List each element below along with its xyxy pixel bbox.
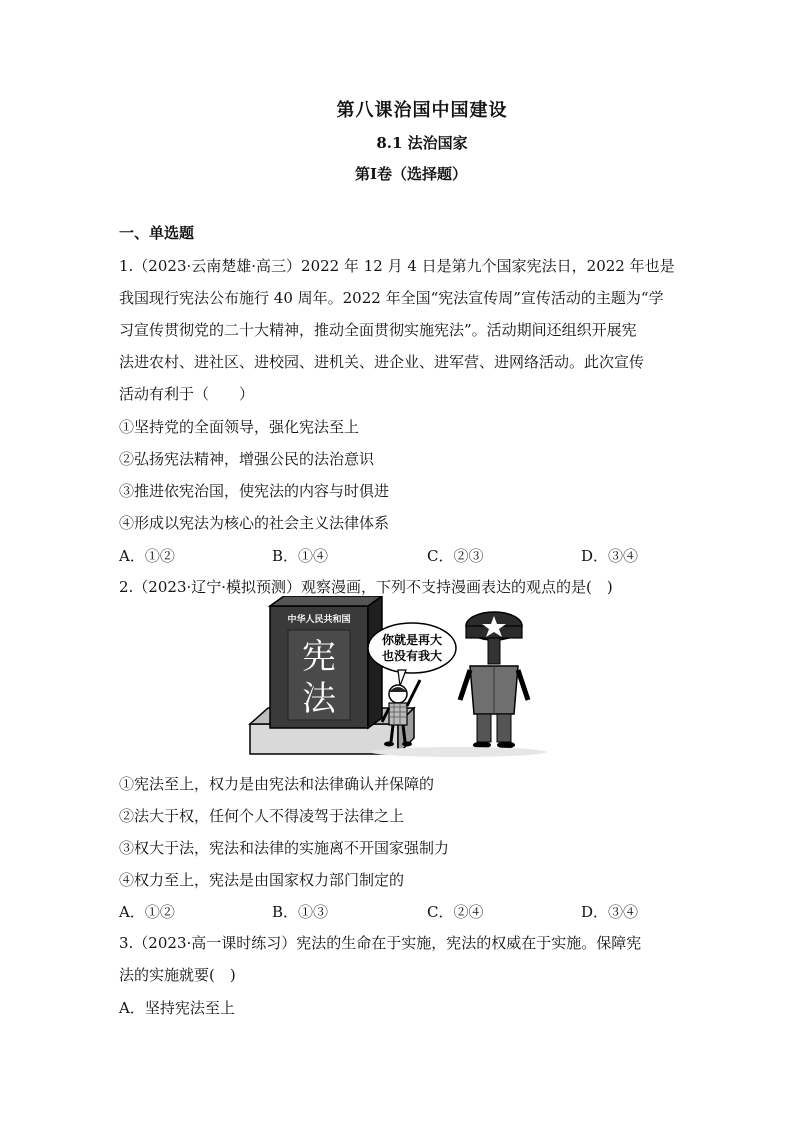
q1-option-a[interactable]: A．①② bbox=[119, 547, 175, 565]
bubble-line2: 也没有我大 bbox=[381, 649, 443, 663]
q1-stem-line: 活动有利于（ ） bbox=[119, 385, 255, 403]
volume-heading: 第Ⅰ卷（选择题） bbox=[354, 165, 468, 183]
book-header: 中华人民共和国 bbox=[287, 615, 351, 625]
lesson-title: 第八课治国中国建设 bbox=[336, 100, 508, 121]
q1-option-d[interactable]: D．③④ bbox=[581, 547, 639, 565]
q2-option-d[interactable]: D．③④ bbox=[581, 903, 639, 921]
official-figure bbox=[460, 612, 528, 749]
q1-statement: ①坚持党的全面领导，强化宪法至上 bbox=[119, 418, 360, 436]
q3-stem-line: 法的实施就要( ) bbox=[119, 966, 236, 984]
q2-stem: 2.（2023·辽宁·模拟预测）观察漫画，下列不支持漫画表达的观点的是( ) bbox=[119, 578, 613, 596]
section-label: 一、单选题 bbox=[119, 224, 195, 242]
bubble-line1: 你就是再大 bbox=[381, 633, 443, 647]
bubble-tail bbox=[398, 670, 406, 686]
q3-option-a[interactable]: A．坚持宪法至上 bbox=[119, 999, 235, 1017]
q2-statement: ①宪法至上，权力是由宪法和法律确认并保障的 bbox=[119, 775, 435, 793]
section-subtitle: 8.1 法治国家 bbox=[376, 134, 468, 152]
q1-stem-line: 我国现行宪法公布施行 40 周年。2022 年全国“宪法宣传周”宣传活动的主题为“学 bbox=[119, 289, 664, 307]
q1-stem-line: 法进农村、进社区、进校园、进机关、进企业、进军营、进网络活动。此次宣传 bbox=[119, 353, 645, 371]
q2-statement: ③权大于法，宪法和法律的实施离不开国家强制力 bbox=[119, 839, 450, 857]
q1-option-b[interactable]: B．①④ bbox=[272, 547, 329, 565]
q1-option-c[interactable]: C．②③ bbox=[427, 547, 484, 565]
q1-statement: ④形成以宪法为核心的社会主义法律体系 bbox=[119, 514, 390, 532]
constitution-cartoon bbox=[248, 596, 548, 758]
q1-statement: ②弘扬宪法精神，增强公民的法治意识 bbox=[119, 450, 375, 468]
q2-statement: ④权力至上，宪法是由国家权力部门制定的 bbox=[119, 871, 405, 889]
book-char-xian: 宪 bbox=[302, 637, 336, 677]
q2-statement: ②法大于权，任何个人不得凌驾于法律之上 bbox=[119, 807, 405, 825]
q1-statement: ③推进依宪治国，使宪法的内容与时俱进 bbox=[119, 482, 390, 500]
q3-stem-line: 3.（2023·高一课时练习）宪法的生命在于实施，宪法的权威在于实施。保障宪 bbox=[119, 934, 642, 952]
q1-stem-line: 习宣传贯彻党的二十大精神，推动全面贯彻实施宪法”。活动期间还组织开展宪 bbox=[119, 321, 637, 339]
book-char-fa: 法 bbox=[302, 679, 336, 719]
book-top bbox=[270, 596, 382, 606]
q2-option-b[interactable]: B．①③ bbox=[272, 903, 329, 921]
q2-option-a[interactable]: A．①② bbox=[119, 903, 175, 921]
ground-shadow bbox=[370, 747, 546, 757]
q1-stem-line: 1.（2023·云南楚雄·高三）2022 年 12 月 4 日是第九个国家宪法日，2022 年也是 bbox=[119, 257, 675, 275]
q2-option-c[interactable]: C．②④ bbox=[427, 903, 484, 921]
speech-bubble bbox=[368, 623, 456, 673]
